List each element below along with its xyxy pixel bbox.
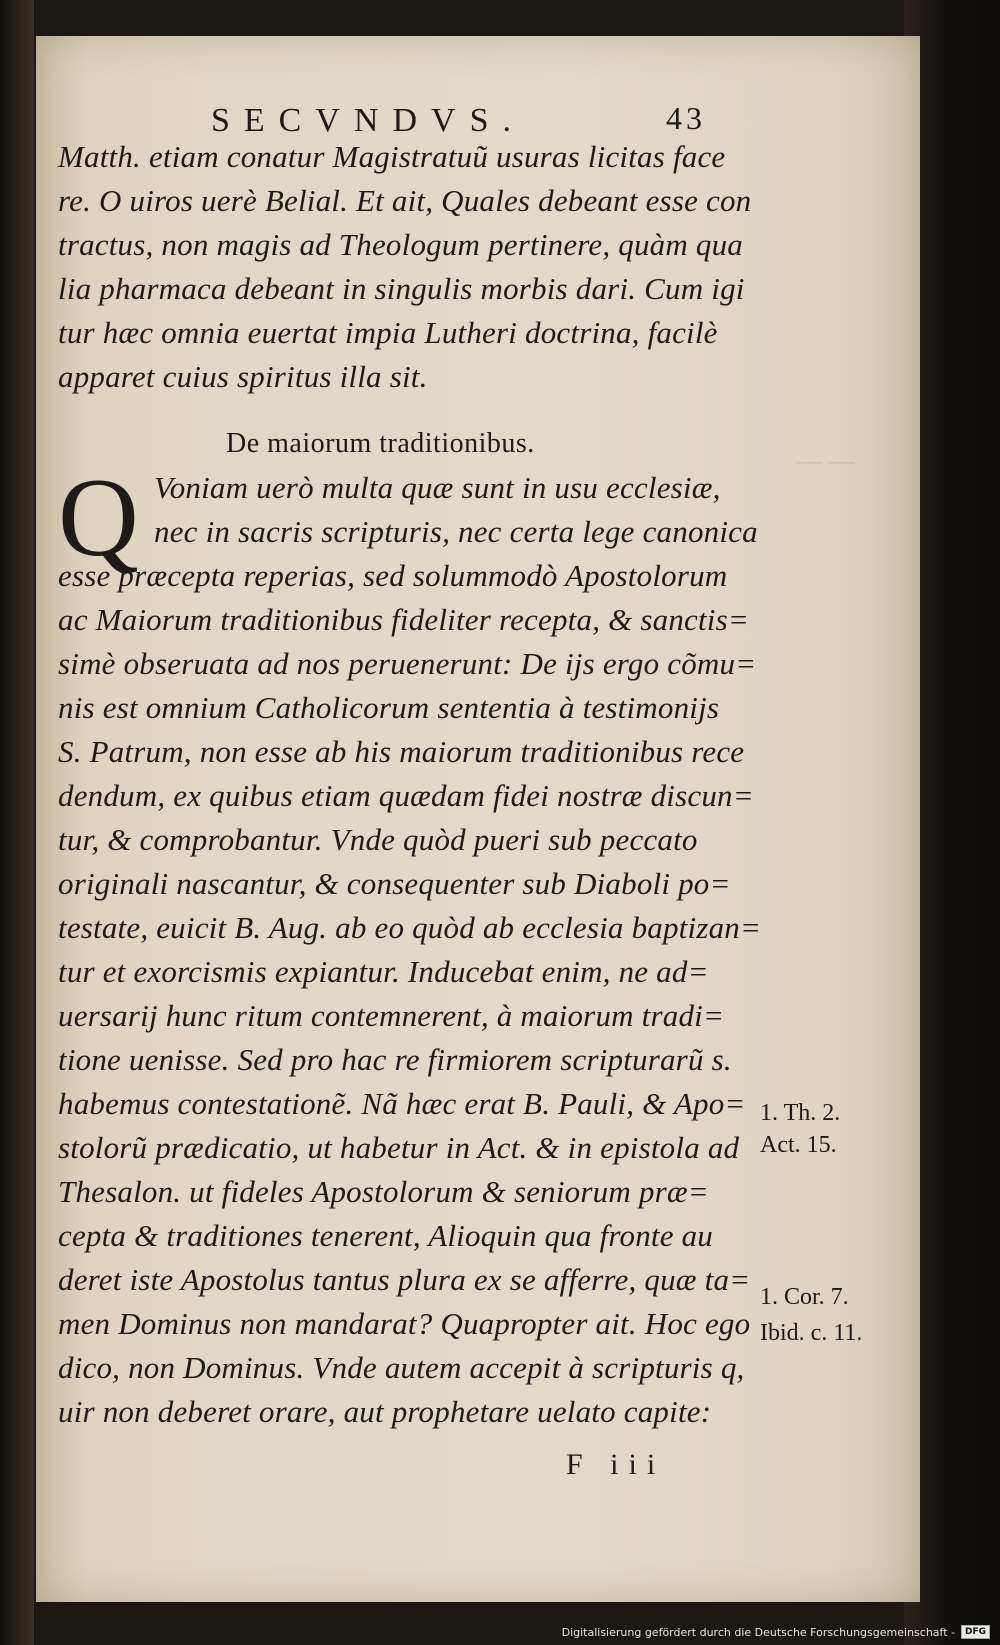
margin-note: 1. Cor. 7. bbox=[760, 1284, 849, 1310]
footer-credit-text: Digitalisierung gefördert durch die Deutsche Forschungsgemeinschaft - bbox=[561, 1625, 955, 1639]
text-line: habemus contestationẽ. Nã hæc erat B. Pauli, & Apo= bbox=[58, 1086, 746, 1121]
text-line: ac Maiorum traditionibus fideliter recepta, & sanctis= bbox=[58, 602, 749, 637]
margin-note: Act. 15. bbox=[760, 1132, 837, 1158]
text-line: Thesalon. ut fideles Apostolorum & seniorum præ= bbox=[58, 1174, 709, 1209]
text-line: nec in sacris scripturis, nec certa lege canonica bbox=[154, 514, 758, 549]
section-heading: De maiorum traditionibus. bbox=[226, 428, 535, 459]
drop-cap-initial: Q bbox=[58, 456, 139, 580]
text-line: stolorũ prædicatio, ut habetur in Act. & in epistola ad bbox=[58, 1130, 740, 1165]
text-line: nis est omnium Catholicorum sententia à testimonijs bbox=[58, 690, 720, 725]
text-line: esse præcepta reperias, sed solummodò Apostolorum bbox=[58, 558, 728, 593]
text-line: lia pharmaca debeant in singulis morbis dari. Cum igi bbox=[58, 271, 745, 306]
text-line: originali nascantur, & consequenter sub Diaboli po= bbox=[58, 866, 731, 901]
text-line: tractus, non magis ad Theologum pertinere, quàm qua bbox=[58, 227, 743, 262]
margin-note: 1. Th. 2. bbox=[760, 1100, 841, 1126]
running-head: SECVNDVS. bbox=[211, 102, 525, 139]
page-number: 43 bbox=[666, 100, 706, 136]
text-line: re. O uiros uerè Belial. Et ait, Quales debeant esse con bbox=[58, 183, 752, 218]
text-line: uir non deberet orare, aut prophetare uelato capite: bbox=[58, 1394, 712, 1429]
book-page bbox=[36, 36, 920, 1602]
show-through-text: — — bbox=[796, 446, 855, 475]
text-line: tur et exorcismis expiantur. Inducebat enim, ne ad= bbox=[58, 954, 709, 989]
dfg-logo: DFG bbox=[961, 1625, 990, 1639]
text-line: uersarij hunc ritum contemnerent, à maiorum tradi= bbox=[58, 998, 725, 1033]
text-line: men Dominus non mandarat? Quapropter ait. Hoc ego bbox=[58, 1306, 751, 1341]
text-line: Voniam uerò multa quæ sunt in usu ecclesiæ, bbox=[154, 470, 721, 505]
text-line: deret iste Apostolus tantus plura ex se afferre, quæ ta= bbox=[58, 1262, 751, 1297]
signature-mark: F iii bbox=[566, 1448, 666, 1481]
margin-note: Ibid. c. 11. bbox=[760, 1320, 863, 1346]
text-line: S. Patrum, non esse ab his maiorum traditionibus rece bbox=[58, 734, 745, 769]
text-line: cepta & traditiones tenerent, Alioquin qua fronte au bbox=[58, 1218, 714, 1253]
text-line: testate, euicit B. Aug. ab eo quòd ab ecclesia baptizan= bbox=[58, 910, 762, 945]
text-line: Matth. etiam conatur Magistratuũ usuras licitas face bbox=[58, 139, 726, 174]
text-line: tur hæc omnia euertat impia Lutheri doctrina, facilè bbox=[58, 315, 718, 350]
digitization-footer bbox=[562, 1625, 990, 1639]
text-line: tur, & comprobantur. Vnde quòd pueri sub peccato bbox=[58, 822, 698, 857]
text-line: apparet cuius spiritus illa sit. bbox=[58, 359, 428, 394]
text-line: simè obseruata ad nos peruenerunt: De ijs ergo cõmu= bbox=[58, 646, 757, 681]
book-edge-left bbox=[0, 0, 34, 1645]
text-line: tione uenisse. Sed pro hac re firmiorem scripturarũ s. bbox=[58, 1042, 732, 1077]
text-line: dico, non Dominus. Vnde autem accepit à scripturis q, bbox=[58, 1350, 745, 1385]
text-line: dendum, ex quibus etiam quædam fidei nostræ discun= bbox=[58, 778, 754, 813]
